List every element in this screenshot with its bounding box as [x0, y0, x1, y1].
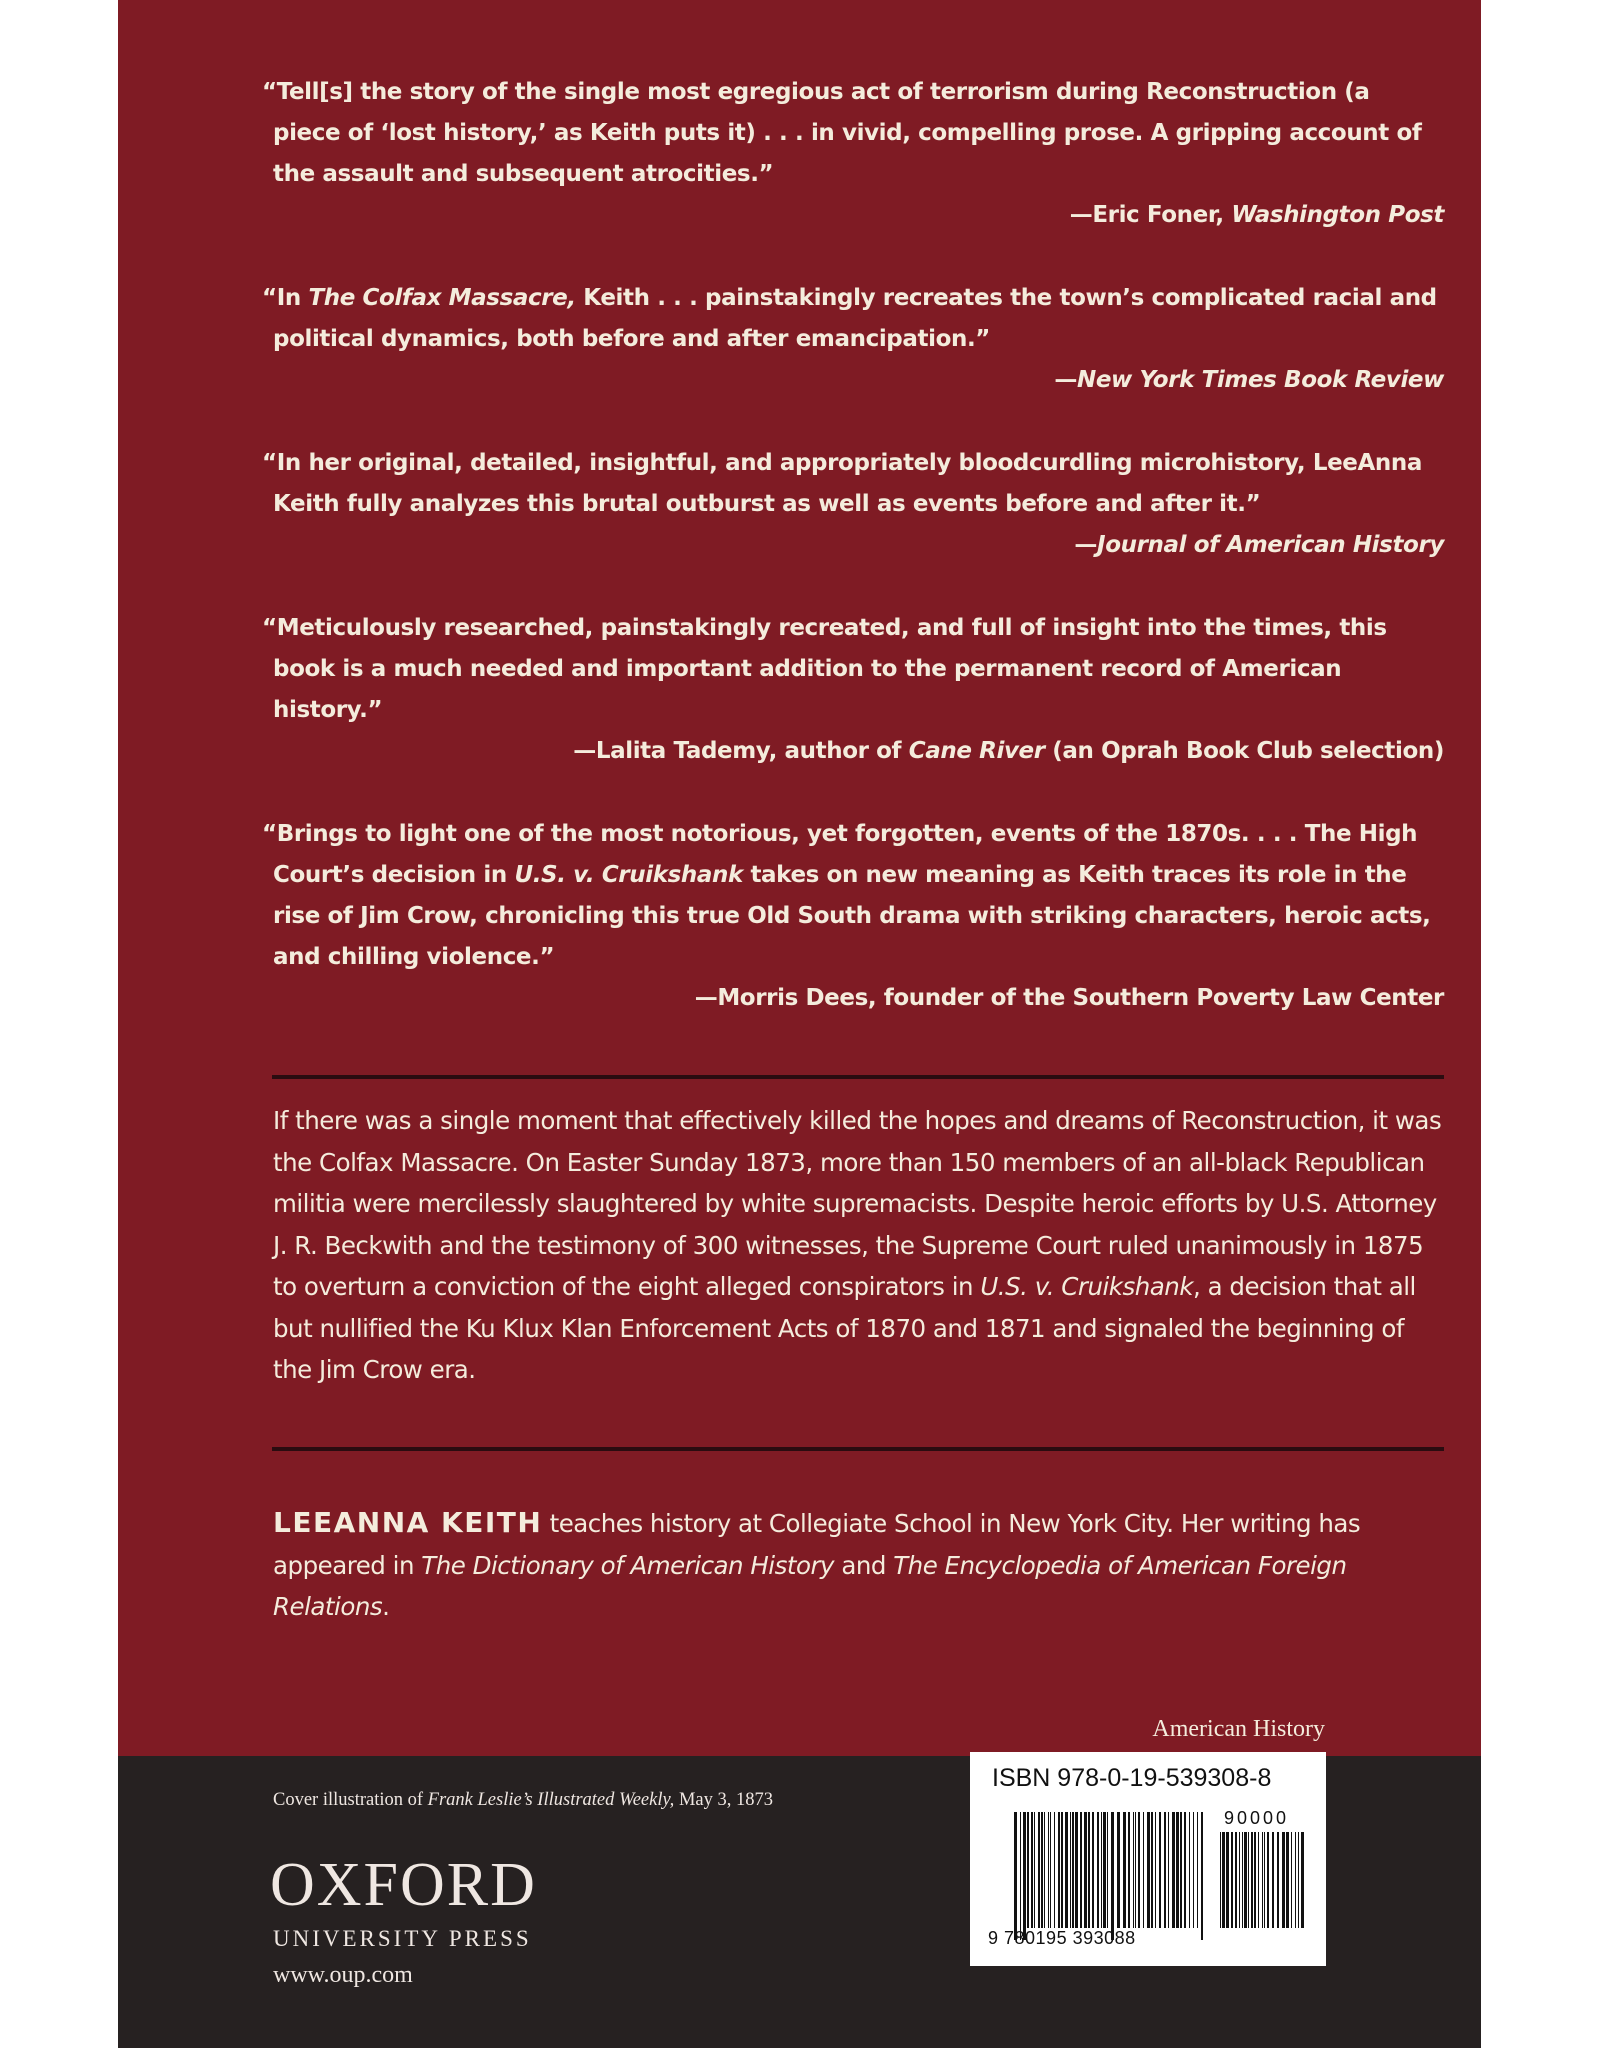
barcode-bar: [1054, 1812, 1055, 1928]
blurb-attribution: [262, 195, 1444, 236]
barcode-bar: [1231, 1832, 1233, 1928]
barcode-bar: [1041, 1812, 1043, 1928]
barcode-bar: [1080, 1812, 1082, 1928]
barcode-bar: [1242, 1832, 1243, 1928]
barcode-bar: [1258, 1832, 1259, 1928]
review-blurbs: [262, 72, 1444, 1061]
summary-case-title: U.S. v. Cruikshank: [980, 1272, 1194, 1301]
barcode-bar: [1044, 1812, 1045, 1928]
quote-case-title: U.S. v. Cruikshank: [514, 862, 743, 888]
barcode-bar: [1244, 1832, 1247, 1928]
barcode-bar: [1133, 1812, 1134, 1928]
barcode-bar: [1101, 1812, 1102, 1928]
barcode-bar: [1226, 1832, 1229, 1928]
barcode-bar: [1072, 1812, 1074, 1928]
bio-text: teaches history at Collegiate School in New York City. Her writing has appeared in: [273, 1509, 1361, 1580]
summary-text-end: , a decision that all but nullified the Ku Klux Klan Enforcement Acts of 1870 and 1871 and signaled the beginning of the Jim Crow era.: [273, 1272, 1416, 1384]
quote-rest: Keith . . . painstakingly recreates the town’s complicated racial and political dynamics, both before and after emancipation.”: [273, 285, 1437, 352]
attribution-source: Journal of American History: [1097, 532, 1444, 558]
barcode-bar: [1272, 1832, 1274, 1928]
barcode-bar: [1220, 1832, 1221, 1928]
barcode-bar: [1155, 1812, 1156, 1928]
barcode-bar: [1201, 1812, 1203, 1940]
barcode-bar: [1038, 1812, 1040, 1928]
barcode-panel: [970, 1752, 1326, 1966]
barcode-bar: [1301, 1832, 1304, 1928]
credit-text: Cover illustration of: [273, 1790, 428, 1810]
blurb-attribution: [262, 360, 1444, 401]
barcode-addon-graphic: [1220, 1832, 1310, 1940]
attribution-source: New York Times Book Review: [1076, 367, 1444, 393]
cover-credit: [273, 1790, 773, 1811]
barcode-bar: [1088, 1812, 1090, 1928]
barcode-bar: [1151, 1812, 1153, 1928]
quote-open: “Brings to light one of the most notorious, yet forgotten, events of the 1870s. . . . The High Court’s decision in: [262, 821, 1418, 888]
book-summary: [273, 1100, 1448, 1391]
barcode-bar: [1251, 1832, 1253, 1928]
barcode-bar: [1239, 1832, 1240, 1928]
barcode-bar: [1135, 1812, 1136, 1928]
publisher-url: www.oup.com: [273, 1962, 413, 1988]
category-label: American History: [1152, 1716, 1325, 1742]
barcode-bar: [1103, 1812, 1106, 1928]
quote-rest: takes on new meaning as Keith traces its role in the rise of Jim Crow, chronicling this true Old South drama with striking characters, heroic acts, and chilling violence.”: [273, 862, 1431, 970]
quote-book-title: The Colfax Massacre,: [308, 285, 576, 311]
barcode-bar: [1235, 1832, 1237, 1928]
barcode-bar: [1111, 1812, 1114, 1940]
isbn-label: ISBN 978-0-19-539308-8: [992, 1764, 1272, 1792]
quote-open: “In: [262, 285, 309, 311]
divider-rule: [272, 1075, 1444, 1079]
footer-band: [118, 1756, 1481, 2048]
author-bio: [273, 1502, 1448, 1628]
barcode-bar: [1058, 1812, 1060, 1928]
back-cover: [118, 0, 1481, 2048]
attribution-name: —: [1054, 367, 1077, 393]
blurb-quote: “Tell[s] the story of the single most egregious act of terrorism during Reconstruction (a piece of ‘lost history,’ as Keith puts it) . . . in vivid, compelling prose. A gripping account of the assault and subsequent atrocities.”: [262, 79, 1422, 187]
blurb-attribution: [262, 525, 1444, 566]
barcode-bar: [1027, 1812, 1029, 1928]
barcode-bar: [1048, 1812, 1049, 1928]
publisher-subtitle: UNIVERSITY PRESS: [273, 1926, 532, 1951]
barcode-bar: [1168, 1812, 1169, 1928]
barcode-bar: [1023, 1812, 1026, 1940]
review-blurb: [262, 278, 1444, 401]
attribution-source: Washington Post: [1231, 202, 1444, 228]
barcode-bar: [1084, 1812, 1087, 1928]
blurb-quote: [262, 814, 1444, 978]
barcode-bar: [1282, 1832, 1285, 1928]
barcode-bar: [1197, 1812, 1198, 1928]
review-blurb: [262, 608, 1444, 772]
review-blurb: [262, 814, 1444, 1019]
attribution-name: —: [1074, 532, 1098, 558]
bio-text-end: .: [382, 1592, 390, 1621]
barcode-bar: [1277, 1832, 1279, 1928]
barcode-bar: [1164, 1812, 1166, 1928]
credit-title: Frank Leslie’s Illustrated Weekly,: [427, 1790, 675, 1810]
barcode-bar: [1295, 1832, 1296, 1928]
barcode-bar: [1264, 1832, 1265, 1928]
barcode-bar: [1172, 1812, 1175, 1928]
blurb-quote: “In her original, detailed, insightful, and appropriately bloodcurdling microhistory, LeeAnna Keith fully analyzes this brutal outburst as well as events before and after it.”: [262, 450, 1422, 517]
attribution-suffix: (an Oprah Book Club selection): [1044, 738, 1444, 764]
barcode-bar: [1267, 1832, 1269, 1928]
review-blurb: [262, 443, 1444, 566]
barcode-bar: [1097, 1812, 1099, 1928]
credit-date: May 3, 1873: [674, 1790, 773, 1810]
divider-rule: [272, 1447, 1444, 1451]
price-code: 90000: [1224, 1808, 1290, 1828]
barcode-bar: [1014, 1812, 1017, 1940]
bio-work-title: The Dictionary of American History: [421, 1550, 835, 1580]
barcode-bar: [1070, 1812, 1071, 1928]
publisher-logo: OXFORD: [270, 1851, 537, 1919]
barcode-bar: [1092, 1812, 1094, 1928]
blurb-quote: [262, 278, 1444, 360]
attribution-name: —Eric Foner,: [1069, 202, 1232, 228]
blurb-quote: “Meticulously researched, painstakingly recreated, and full of insight into the times, this book is a much needed and important addition to the permanent record of American history.”: [262, 615, 1387, 723]
barcode-bar: [1117, 1812, 1120, 1928]
barcode-bar: [1065, 1812, 1068, 1928]
barcode-bar: [1075, 1812, 1078, 1928]
barcode-bar: [1180, 1812, 1182, 1928]
barcode-bar: [1031, 1812, 1033, 1928]
barcode-bar: [1061, 1812, 1063, 1928]
blurb-attribution: [262, 978, 1444, 1019]
barcode-bar: [1222, 1832, 1225, 1928]
barcode-bar: [1123, 1812, 1126, 1928]
barcode-bar: [1262, 1832, 1263, 1928]
barcode-bar: [1147, 1812, 1150, 1928]
review-blurb: [262, 72, 1444, 236]
barcode-main-graphic: [1014, 1812, 1210, 1940]
barcode-bar: [1291, 1832, 1292, 1928]
bio-work-title: The Encyclopedia of American Foreign Relations: [273, 1550, 1347, 1621]
blurb-attribution: [262, 731, 1444, 772]
barcode-bar: [1020, 1812, 1021, 1940]
bio-text-and: and: [834, 1550, 894, 1580]
barcode-bar: [1050, 1812, 1051, 1928]
barcode-digits: 9 780195 393088: [988, 1928, 1136, 1948]
barcode-bar: [1286, 1832, 1289, 1928]
barcode-bar: [1189, 1812, 1190, 1928]
barcode-bar: [1128, 1812, 1130, 1928]
barcode-bar: [1159, 1812, 1161, 1928]
barcode-bar: [1254, 1832, 1256, 1928]
barcode-bar: [1138, 1812, 1140, 1928]
barcode-bar: [1107, 1812, 1108, 1928]
attribution-name: —Morris Dees, founder of the Southern Poverty Law Center: [694, 985, 1444, 1011]
attribution-name: —Lalita Tademy, author of: [573, 738, 909, 764]
barcode-bar: [1248, 1832, 1249, 1928]
barcode-bar: [1176, 1812, 1179, 1928]
attribution-source: Cane River: [908, 738, 1045, 764]
barcode-bar: [1298, 1832, 1299, 1928]
barcode-bar: [1184, 1812, 1186, 1928]
barcode-bar: [1034, 1812, 1035, 1928]
author-name: LEEANNA KEITH: [273, 1506, 543, 1539]
summary-text: If there was a single moment that effectively killed the hopes and dreams of Reconstruction, it was the Colfax Massacre. On Easter Sunday 1873, more than 150 members of an all-black Republican militia were mercilessly slaughtered by white supremacists. Despite heroic efforts by U.S. Attorney J. R. Beckwith and the testimony of 300 witnesses, the Supreme Court ruled unanimously in 1875 to overturn a conviction of the eight alleged conspirators in: [273, 1106, 1442, 1301]
barcode-bar: [1193, 1812, 1194, 1928]
barcode-bar: [1143, 1812, 1144, 1928]
